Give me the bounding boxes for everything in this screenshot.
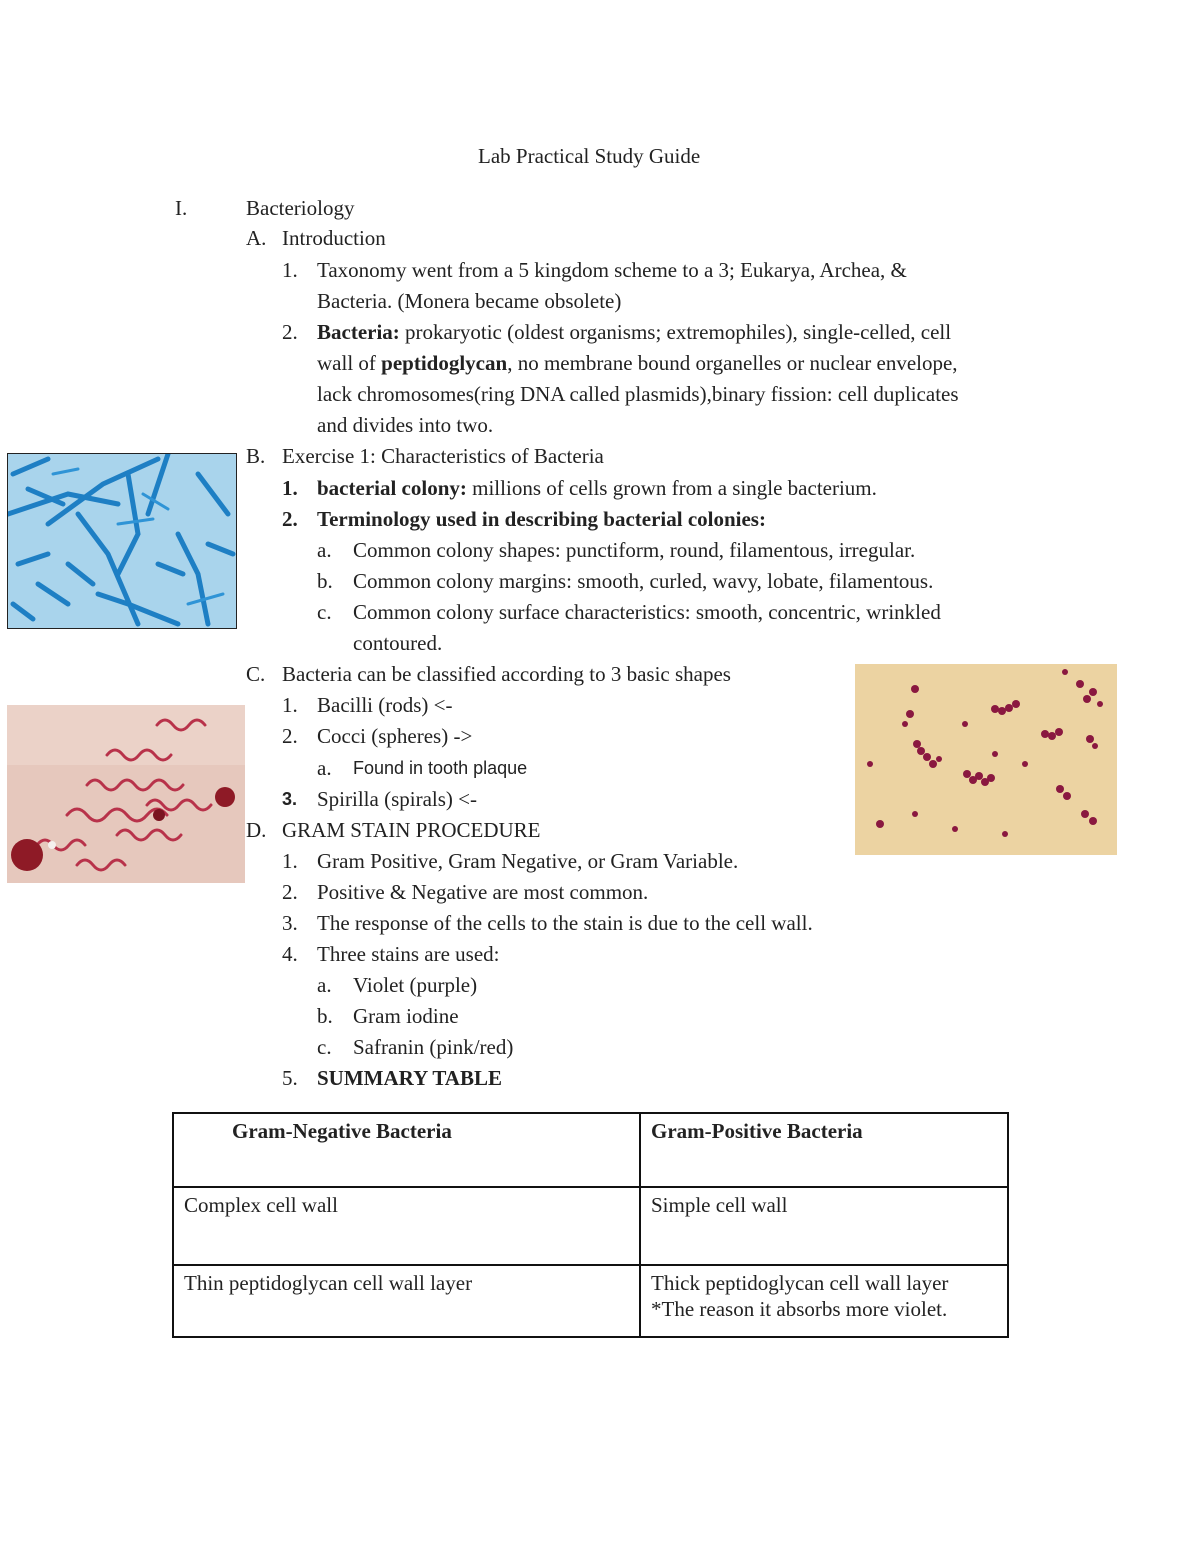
sublist-marker: c. bbox=[317, 1035, 332, 1059]
list-item-text: Bacteria. (Monera became obsolete) bbox=[317, 289, 622, 313]
sublist-item-text: Gram iodine bbox=[353, 1004, 459, 1028]
section-heading: Bacteriology bbox=[246, 196, 355, 220]
part-d-heading: GRAM STAIN PROCEDURE bbox=[282, 818, 541, 842]
sublist-marker: a. bbox=[317, 756, 332, 780]
part-c-heading: Bacteria can be classified according to 3 basic shapes bbox=[282, 662, 731, 686]
list-item-text: Taxonomy went from a 5 kingdom scheme to a 3; Eukarya, Archea, & bbox=[317, 258, 907, 282]
list-marker: 5. bbox=[282, 1066, 298, 1090]
sublist-item-text: Common colony shapes: punctiform, round, filamentous, irregular. bbox=[353, 538, 916, 562]
list-item-text: Bacilli (rods) <- bbox=[317, 693, 453, 717]
list-item-text: and divides into two. bbox=[317, 413, 494, 437]
spirilla-micrograph-image bbox=[7, 705, 245, 883]
list-item-text: The response of the cells to the stain is due to the cell wall. bbox=[317, 911, 813, 935]
part-c-marker: C. bbox=[246, 662, 266, 686]
list-marker: 3. bbox=[282, 911, 298, 935]
term-bacteria: Bacteria: bbox=[317, 320, 400, 344]
table-cell: Simple cell wall bbox=[640, 1187, 1008, 1265]
list-marker: 2. bbox=[282, 724, 298, 748]
list-marker: 1. bbox=[282, 258, 298, 282]
term-bacterial-colony: bacterial colony: bbox=[317, 476, 467, 500]
list-item-text: lack chromosomes(ring DNA called plasmids),binary fission: cell duplicates bbox=[317, 382, 959, 406]
sublist-marker: b. bbox=[317, 1004, 333, 1028]
sublist-item-text: Violet (purple) bbox=[353, 973, 478, 997]
summary-table bbox=[172, 1112, 1009, 1338]
list-marker: 1. bbox=[282, 693, 298, 717]
table-row bbox=[173, 1265, 1008, 1337]
table-cell: Complex cell wall bbox=[173, 1187, 640, 1265]
list-item-text: Bacteria: prokaryotic (oldest organisms; extremophiles), single-celled, cell bbox=[317, 320, 952, 344]
table-note: *The reason it absorbs more violet. bbox=[651, 1297, 948, 1321]
part-b-heading: Exercise 1: Characteristics of Bacteria bbox=[282, 444, 604, 468]
part-a-heading: Introduction bbox=[282, 226, 386, 250]
sublist-item-text: Safranin (pink/red) bbox=[353, 1035, 514, 1059]
list-item-text: Three stains are used: bbox=[317, 942, 500, 966]
spirilla-micrograph-icon bbox=[7, 705, 245, 883]
list-marker: 2. bbox=[282, 880, 298, 904]
sublist-item-text: Common colony surface characteristics: smooth, concentric, wrinkled bbox=[353, 600, 941, 624]
sublist-item-text: contoured. bbox=[353, 631, 443, 655]
table-row bbox=[173, 1187, 1008, 1265]
sublist-marker: a. bbox=[317, 973, 332, 997]
part-b-marker: B. bbox=[246, 444, 266, 468]
table-cell: Thick peptidoglycan cell wall layer *The reason it absorbs more violet. bbox=[640, 1265, 1008, 1337]
sublist-marker: c. bbox=[317, 600, 332, 624]
page-title: Lab Practical Study Guide bbox=[478, 144, 701, 168]
sublist-marker: a. bbox=[317, 538, 332, 562]
table-header-gram-positive: Gram-Positive Bacteria bbox=[640, 1113, 1008, 1187]
term-peptidoglycan: peptidoglycan bbox=[381, 351, 508, 375]
list-item-text: Positive & Negative are most common. bbox=[317, 880, 649, 904]
cocci-micrograph-image bbox=[855, 664, 1117, 855]
list-item-text: Terminology used in describing bacterial colonies: bbox=[317, 507, 766, 531]
list-item-text: bacterial colony: millions of cells grown from a single bacterium. bbox=[317, 476, 877, 500]
table-header-gram-negative: Gram-Negative Bacteria bbox=[173, 1113, 640, 1187]
list-item-text: Gram Positive, Gram Negative, or Gram Variable. bbox=[317, 849, 739, 873]
table-cell: Thin peptidoglycan cell wall layer bbox=[173, 1265, 640, 1337]
section-marker: I. bbox=[175, 196, 188, 220]
part-a-marker: A. bbox=[246, 226, 267, 250]
sublist-item-text: Common colony margins: smooth, curled, wavy, lobate, filamentous. bbox=[353, 569, 934, 593]
bacilli-micrograph-image bbox=[7, 453, 237, 629]
sublist-marker: b. bbox=[317, 569, 333, 593]
list-marker: 2. bbox=[282, 320, 298, 344]
summary-table-label: SUMMARY TABLE bbox=[317, 1066, 502, 1090]
list-marker: 1. bbox=[282, 849, 298, 873]
list-item-text: Cocci (spheres) -> bbox=[317, 724, 473, 748]
cocci-micrograph-icon bbox=[855, 664, 1117, 855]
list-marker: 4. bbox=[282, 942, 298, 966]
list-marker: 1. bbox=[282, 476, 298, 500]
part-d-marker: D. bbox=[246, 818, 267, 842]
sublist-item-text: Found in tooth plaque bbox=[353, 758, 528, 778]
list-marker: 3. bbox=[282, 789, 298, 809]
list-item-text: Spirilla (spirals) <- bbox=[317, 787, 477, 811]
bacilli-micrograph-icon bbox=[8, 454, 236, 628]
list-marker: 2. bbox=[282, 507, 298, 531]
list-item-text: wall of peptidoglycan, no membrane bound organelles or nuclear envelope, bbox=[317, 351, 958, 375]
